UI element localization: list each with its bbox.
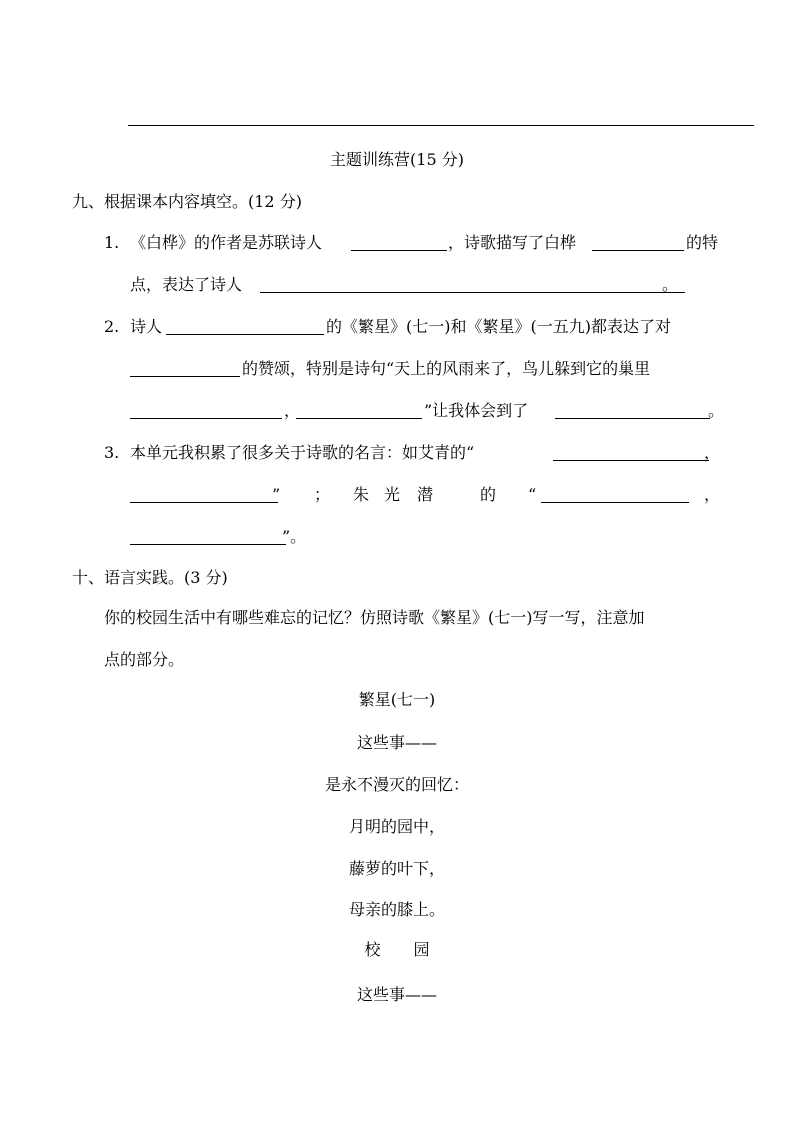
q10-title: 十、语言实践。(3 分) [72,568,228,587]
section-header: 主题训练营(15 分) [330,150,464,169]
poem-line: 是永不漫灭的回忆： [324,775,469,794]
q9-item3-char-zhu: 朱 [353,485,370,504]
q9-item3-number: 3. [104,443,120,462]
q9-item2-blank-subject[interactable] [130,376,240,377]
q9-item2-text-b: 的《繁星》(七一)和《繁星》(一五九)都表达了对 [326,317,671,336]
q9-item2-blank-poet[interactable] [166,334,324,335]
poem-line: 月明的园中， [348,817,445,836]
q10-prompt-line2: 点的部分。 [104,650,185,669]
q9-item2-text-line3: ”让我体会到了 [424,401,529,420]
q9-item3-open-quote: “ [528,485,537,504]
q9-item3-semicolon: ； [314,485,331,504]
q9-item3-char-qian: 潜 [417,485,434,504]
imitation-line: 这些事—— [356,985,437,1004]
q9-item3-blank-zhu-a[interactable] [541,502,689,503]
q9-item1-blank-feature[interactable] [592,250,684,251]
q9-item3-comma2: ， [704,485,721,504]
q9-item3-comma1: ， [704,443,721,462]
q9-item2-comma: ， [284,401,301,420]
q9-item2-blank-verse-b[interactable] [296,418,422,419]
q9-item1-text-a: 《白桦》的作者是苏联诗人 [130,233,323,252]
q9-item1-number: 1. [104,233,120,252]
q9-item3-text-a: 本单元我积累了很多关于诗歌的名言：如艾青的“ [130,443,475,462]
q9-item2-number: 2. [104,317,120,336]
q9-item2-blank-feeling[interactable] [555,418,710,419]
q9-item2-blank-verse-a[interactable] [130,418,282,419]
q9-item3-char-guang: 光 [384,485,401,504]
header-rule [128,125,754,126]
poem-title: 繁星(七一) [358,690,436,709]
poem-line: 母亲的膝上。 [348,900,445,919]
q9-item3-blank-aiqing-b[interactable] [130,502,278,503]
q9-item3-close-quote: ” [272,485,281,504]
q9-item1-text-b: ，诗歌描写了白桦 [448,233,577,252]
q9-item3-end: ”。 [282,527,307,546]
q9-item2-text-line2: 的赞颂，特别是诗句“天上的风雨来了，鸟儿躲到它的巢里 [242,359,651,378]
q9-item3-blank-aiqing-a[interactable] [553,460,709,461]
q9-item1-end: 。 [662,275,679,294]
q9-item1-blank-emotion[interactable] [260,292,685,293]
q9-title: 九、根据课本内容填空。(12 分) [72,192,302,211]
poem-line: 藤萝的叶下， [348,859,445,878]
q9-item3-blank-zhu-b[interactable] [130,544,286,545]
poem-line: 这些事—— [356,733,437,752]
q9-item1-blank-poet[interactable] [351,250,447,251]
q9-item2-end: 。 [708,401,725,420]
q9-item1-text-line2: 点，表达了诗人 [130,275,243,294]
q10-prompt-line1: 你的校园生活中有哪些难忘的记忆？仿照诗歌《繁星》(七一)写一写，注意加 [104,608,645,627]
q9-item1-text-c: 的特 [686,233,719,252]
q9-item3-char-de: 的 [480,485,497,504]
imitation-title: 校 园 [364,940,444,959]
q9-item2-text-a: 诗人 [130,317,163,336]
